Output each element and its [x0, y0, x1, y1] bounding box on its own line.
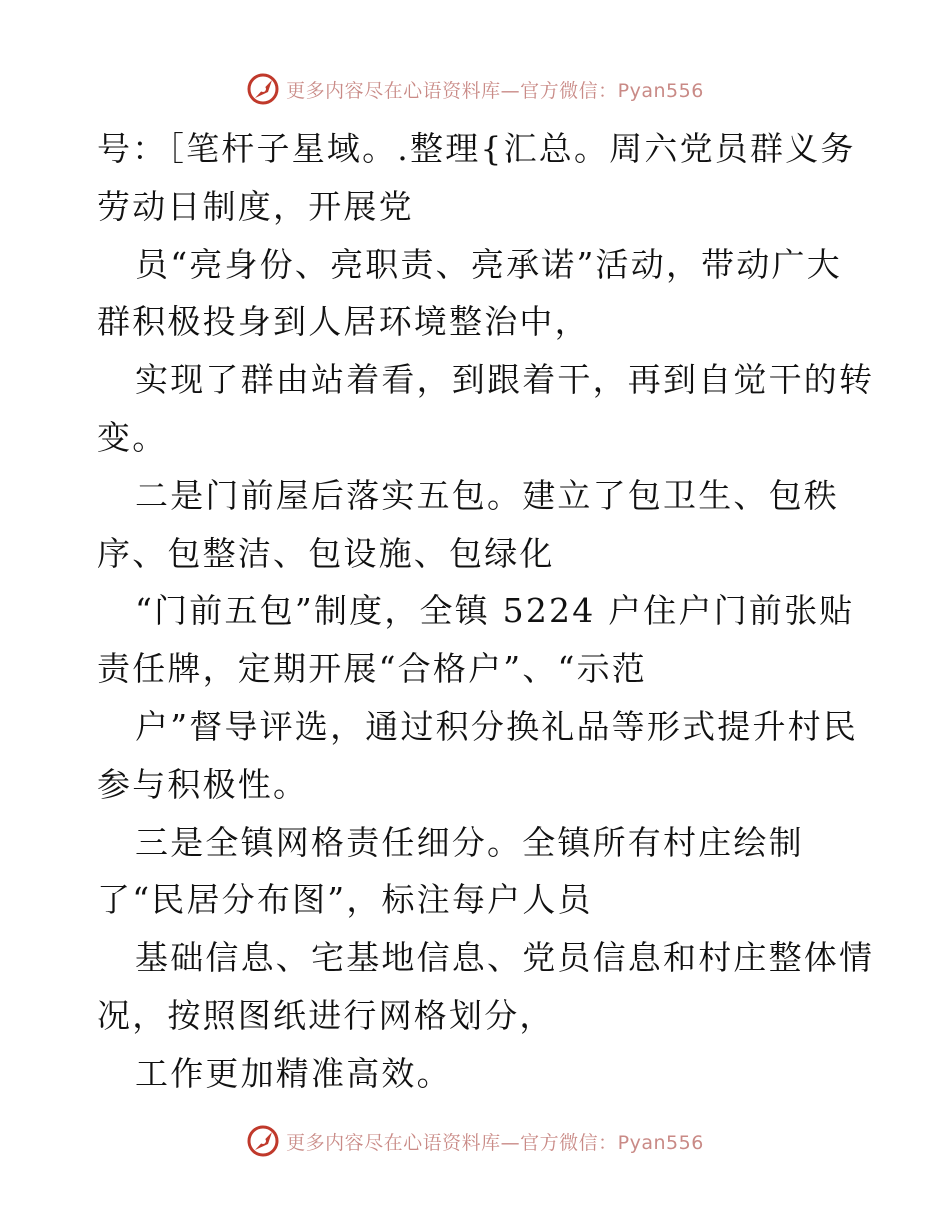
paragraph	[97, 698, 857, 814]
text-line: 序、包整洁、包设施、包绿化	[97, 533, 555, 573]
text-line: 劳动日制度，开展党	[97, 186, 414, 226]
text-line: 工作更加精准高效。	[135, 1053, 452, 1093]
text-line: 况，按照图纸进行网格划分，	[97, 995, 555, 1035]
text-line: 群积极投身到人居环境整治中，	[97, 302, 590, 342]
paragraph	[97, 582, 857, 698]
text-line: 员“亮身份、亮职责、亮承诺”活动，带动广大	[135, 244, 842, 284]
header-watermark	[0, 72, 950, 106]
document-body	[97, 120, 875, 1103]
paragraph	[97, 236, 857, 352]
paragraph	[97, 814, 857, 930]
paragraph	[97, 467, 857, 583]
text-line: 三是全镇网格责任细分。全镇所有村庄绘制	[135, 822, 804, 862]
paragraph	[97, 929, 875, 1045]
text-line: 基础信息、宅基地信息、党员信息和村庄整体情	[135, 938, 875, 978]
text-line: 了“民居分布图”，标注每户人员	[97, 880, 593, 920]
paragraph	[97, 120, 857, 236]
paragraph	[97, 1045, 857, 1103]
watermark-text: 更多内容尽在心语资料库—官方微信：Pyan556	[286, 79, 704, 102]
text-line: 号：［笔杆子星域。.整理{汇总。周六党员群义务	[97, 129, 856, 168]
text-line: 户”督导评选，通过积分换礼品等形式提升村民	[135, 706, 859, 746]
text-line: 实现了群由站着看，到跟着干，再到自觉干的转	[135, 360, 875, 400]
text-line: 二是门前屋后落实五包。建立了包卫生、包秩	[135, 475, 839, 515]
paragraph	[97, 351, 875, 467]
text-line: 参与积极性。	[97, 764, 309, 804]
footer-watermark	[0, 1124, 950, 1158]
watermark-text: 更多内容尽在心语资料库—官方微信：Pyan556	[286, 1131, 704, 1154]
quill-logo-icon	[246, 1124, 280, 1158]
text-line: “门前五包”制度，全镇 5224 户住户门前张贴	[135, 591, 855, 631]
text-line: 责任牌，定期开展“合格户”、“示范	[97, 649, 648, 689]
quill-logo-icon	[246, 72, 280, 106]
text-line: 变。	[97, 417, 168, 457]
